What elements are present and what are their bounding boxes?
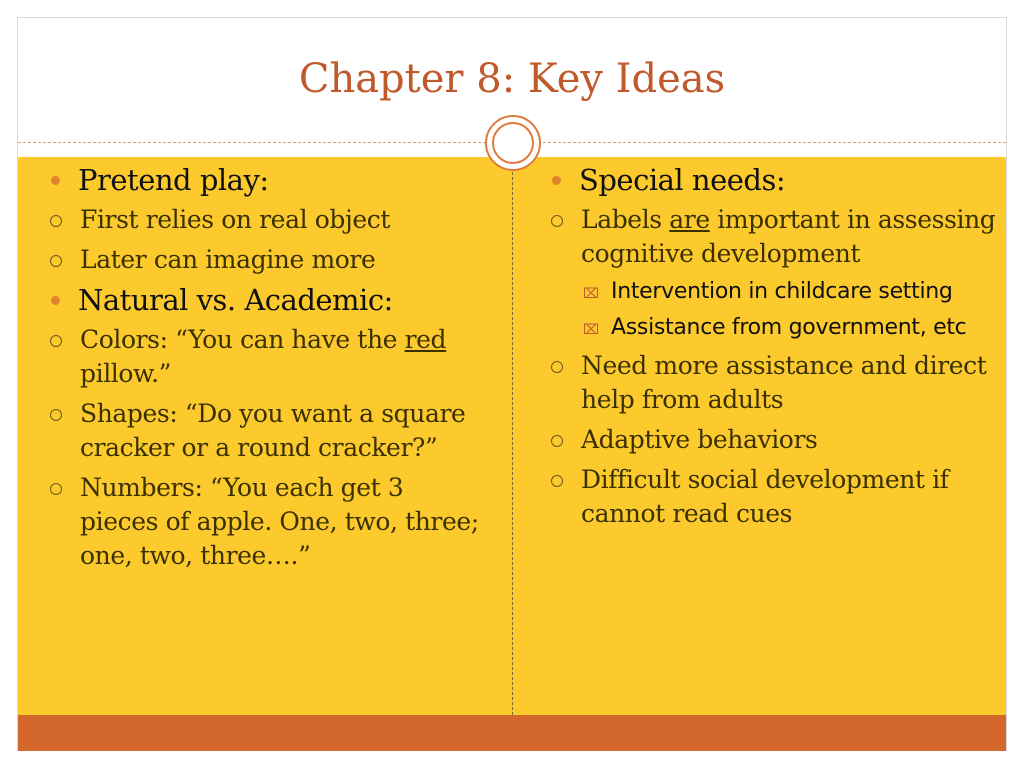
hollow-circle-bullet-icon	[50, 215, 62, 227]
bullet-text: Need more assistance and direct help from adults	[581, 351, 987, 414]
bullet-text: Difficult social development if cannot read cues	[581, 465, 949, 528]
hollow-circle-bullet-icon	[551, 215, 563, 227]
bullet-text: Later can imagine more	[80, 245, 376, 274]
footer-band	[18, 715, 1006, 751]
bullet-text: Assistance from government, etc	[611, 315, 967, 340]
left-column	[48, 157, 488, 573]
sub-bullet-imagine-more	[48, 243, 488, 277]
underlined-word: are	[669, 205, 710, 234]
sub-sub-bullet-assistance	[581, 313, 999, 343]
bullet-text-before: Colors: “You can have the	[80, 325, 405, 354]
slide-title: Chapter 8: Key Ideas	[298, 56, 726, 102]
sub-bullet-shapes	[48, 397, 488, 465]
right-column	[549, 157, 999, 531]
bullet-text-after: important in assessing cognitive development	[581, 205, 996, 268]
bullet-text-before: Labels	[581, 205, 670, 234]
bullet-text: First relies on real object	[80, 205, 390, 234]
bullet-natural-vs-academic	[48, 283, 488, 317]
bullet-text: Numbers: “You each get 3 pieces of apple. One, two, three; one, two, three….”	[80, 473, 479, 570]
sub-sub-bullet-intervention	[581, 277, 999, 307]
filled-circle-bullet-icon	[552, 176, 561, 185]
slide-frame	[17, 17, 1007, 751]
double-ring-medallion-icon	[485, 115, 541, 171]
underlined-word: red	[404, 325, 447, 354]
hollow-circle-bullet-icon	[551, 435, 563, 447]
bullet-text: Special needs:	[579, 163, 786, 197]
cross-star-bullet-icon: ⌧	[583, 322, 599, 338]
bullet-text: Shapes: “Do you want a square cracker or a round cracker?”	[80, 399, 466, 462]
hollow-circle-bullet-icon	[551, 475, 563, 487]
bullet-text: Intervention in childcare setting	[611, 279, 953, 304]
hollow-circle-bullet-icon	[50, 409, 62, 421]
filled-circle-bullet-icon	[51, 176, 60, 185]
sub-bullet-adaptive	[549, 423, 999, 457]
sub-bullet-real-object	[48, 203, 488, 237]
cross-star-bullet-icon: ⌧	[583, 286, 599, 302]
bullet-text: Pretend play:	[78, 163, 269, 197]
sub-bullet-labels	[549, 203, 999, 271]
bullet-text: Adaptive behaviors	[581, 425, 818, 454]
hollow-circle-bullet-icon	[50, 335, 62, 347]
sub-bullet-social	[549, 463, 999, 531]
bullet-special-needs	[549, 163, 999, 197]
content-area	[18, 157, 1006, 715]
hollow-circle-bullet-icon	[50, 255, 62, 267]
sub-bullet-colors	[48, 323, 488, 391]
bullet-text-after: pillow.”	[80, 359, 172, 388]
bullet-text: Natural vs. Academic:	[78, 283, 393, 317]
sub-bullet-more-assistance	[549, 349, 999, 417]
filled-circle-bullet-icon	[51, 296, 60, 305]
bullet-pretend-play	[48, 163, 488, 197]
sub-bullet-numbers	[48, 471, 488, 573]
medallion-inner-ring	[492, 122, 534, 164]
hollow-circle-bullet-icon	[50, 483, 62, 495]
hollow-circle-bullet-icon	[551, 361, 563, 373]
column-divider	[512, 157, 513, 715]
